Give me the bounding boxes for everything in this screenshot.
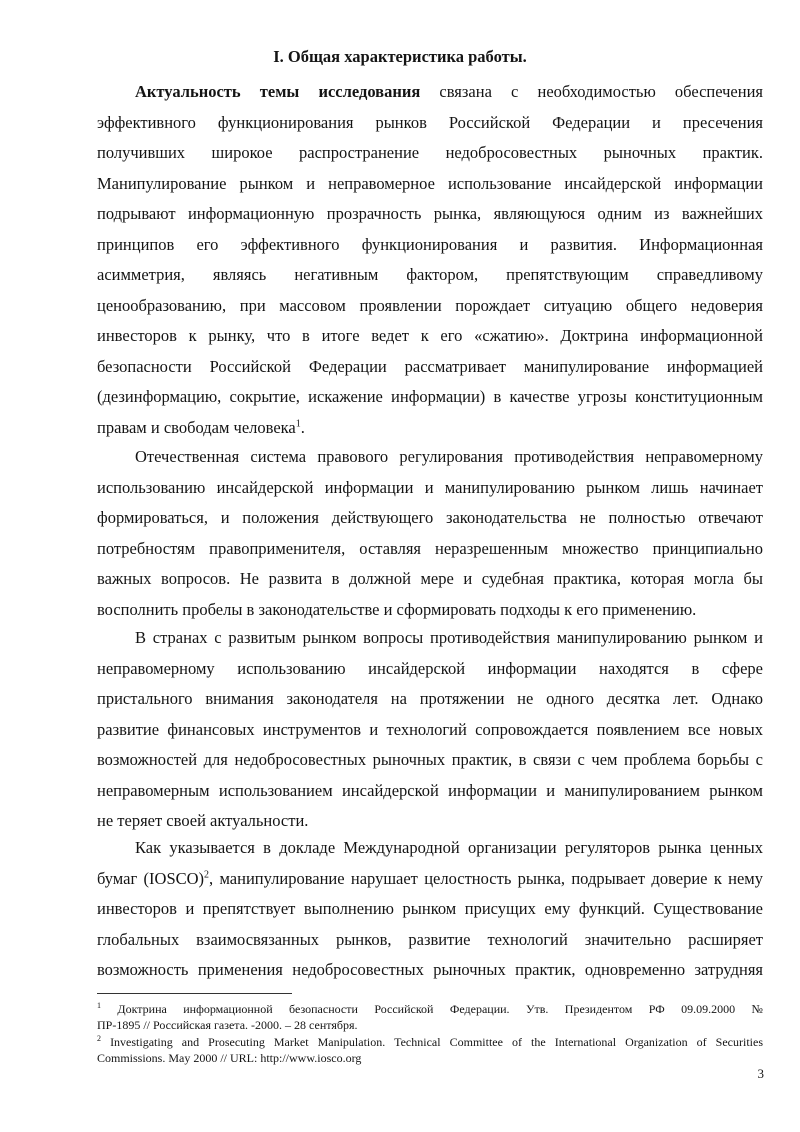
text-line <box>97 416 763 440</box>
text-span: правам и свободам человека <box>97 417 296 437</box>
text-span: связана с необходимостью обеспечения <box>439 82 764 101</box>
text-line: развитие финансовых инструментов и технологий сопровождается появлением все новых <box>97 719 763 739</box>
text-line: эффективного функционирования рынков Российской Федерации и пресечения <box>97 112 763 132</box>
text-line: принципов его эффективного функционирования и развития. Информационная <box>97 234 763 254</box>
footnote-1-line <box>97 1001 763 1017</box>
text-line <box>135 80 763 104</box>
text-line: инвесторов к рынку, что в итоге ведет к его «сжатию». Доктрина информационной <box>97 326 763 345</box>
text-line: (дезинформацию, сокрытие, искажение информации) в качестве угрозы конституционным <box>97 387 763 406</box>
text-line: неправомерным использованием инсайдерской информации и манипулированием рынком <box>97 780 763 800</box>
text-line: пристального внимания законодателя на протяжении не одного десятка лет. Однако <box>97 689 763 708</box>
text-line: Отечественная система правового регулирования противодействия неправомерному <box>135 447 763 466</box>
footnote-2-line-2: Commissions. May 2000 // URL: http://www.iosco.org <box>97 1051 362 1065</box>
text-line: не теряет своей актуальности. <box>97 811 309 830</box>
footnote-ref-1[interactable]: 1 <box>295 418 301 429</box>
footnote-1-mark: 1 <box>97 1001 101 1010</box>
text-line: Как указывается в докладе Международной организации регуляторов рынка ценных <box>135 838 763 857</box>
text-line: возможностей для недобросовестных рыночных практик, в связи с чем проблема борьбы с <box>97 750 763 769</box>
footnote-2-line <box>97 1034 763 1050</box>
text-line: Манипулирование рынком и неправомерное использование инсайдерской информации <box>97 173 763 193</box>
text-line: неправомерному использованию инсайдерской информации находятся в сфере <box>97 658 763 678</box>
text-line <box>97 867 763 891</box>
text-span: . <box>300 417 305 437</box>
footnote-1-line-2: ПР-1895 // Российская газета. -2000. – 28 сентября. <box>97 1018 358 1032</box>
text-line: получивших широкое распространение недобросовестных рыночных практик. <box>97 143 763 162</box>
text-line: восполнить пробелы в законодательстве и сформировать подходы к его применению. <box>97 599 697 619</box>
text-span: , манипулирование нарушает целостность рынка, подрывает доверие к нему <box>209 868 763 888</box>
footnote-2-mark: 2 <box>97 1034 101 1043</box>
text-line: использованию инсайдерской информации и манипулированию рынком лишь начинает <box>97 477 763 497</box>
lead-bold-text: Актуальность темы исследования <box>135 82 421 101</box>
page-number: 3 <box>757 1066 764 1081</box>
text-line: формироваться, и положения действующего законодательства не полностью отвечают <box>97 508 763 527</box>
text-line: важных вопросов. Не развита в должной мере и судебная практика, которая могла бы <box>97 569 763 588</box>
text-span: бумаг (IOSCO) <box>97 868 205 888</box>
text-line: безопасности Российской Федерации рассматривает манипулирование информацией <box>97 356 763 376</box>
footnote-separator <box>97 993 292 994</box>
footnote-ref-2[interactable]: 2 <box>204 869 210 880</box>
text-line: глобальных взаимосвязанных рынков, развитие технологий значительно расширяет <box>97 929 763 949</box>
text-line: инвесторов и препятствует выполнению рынком присущих ему функций. Существование <box>97 899 763 918</box>
text-line: потребностям правоприменителя, оставляя неразрешенным множество принципиально <box>97 538 763 558</box>
text-span: Доктрина информационной безопасности Российской Федерации. Утв. Президентом РФ 09.09.2000 № <box>117 1002 764 1016</box>
text-line: возможность применения недобросовестных рыночных практик, одновременно затрудняя <box>97 960 763 979</box>
section-heading: I. Общая характеристика работы. <box>273 47 527 66</box>
text-span: Investigating and Prosecuting Market Manipulation. Technical Committee of the International Organization of Securities <box>110 1035 763 1049</box>
text-line: подрывают информационную прозрачность рынка, являющуюся одним из важнейших <box>97 204 763 223</box>
text-line: В странах с развитым рынком вопросы противодействия манипулированию рынком и <box>135 628 763 647</box>
text-line: ценообразованию, при массовом проявлении порождает ситуацию общего недоверия <box>97 295 763 315</box>
text-line: асимметрия, являясь негативным фактором, препятствующим справедливому <box>97 265 763 284</box>
